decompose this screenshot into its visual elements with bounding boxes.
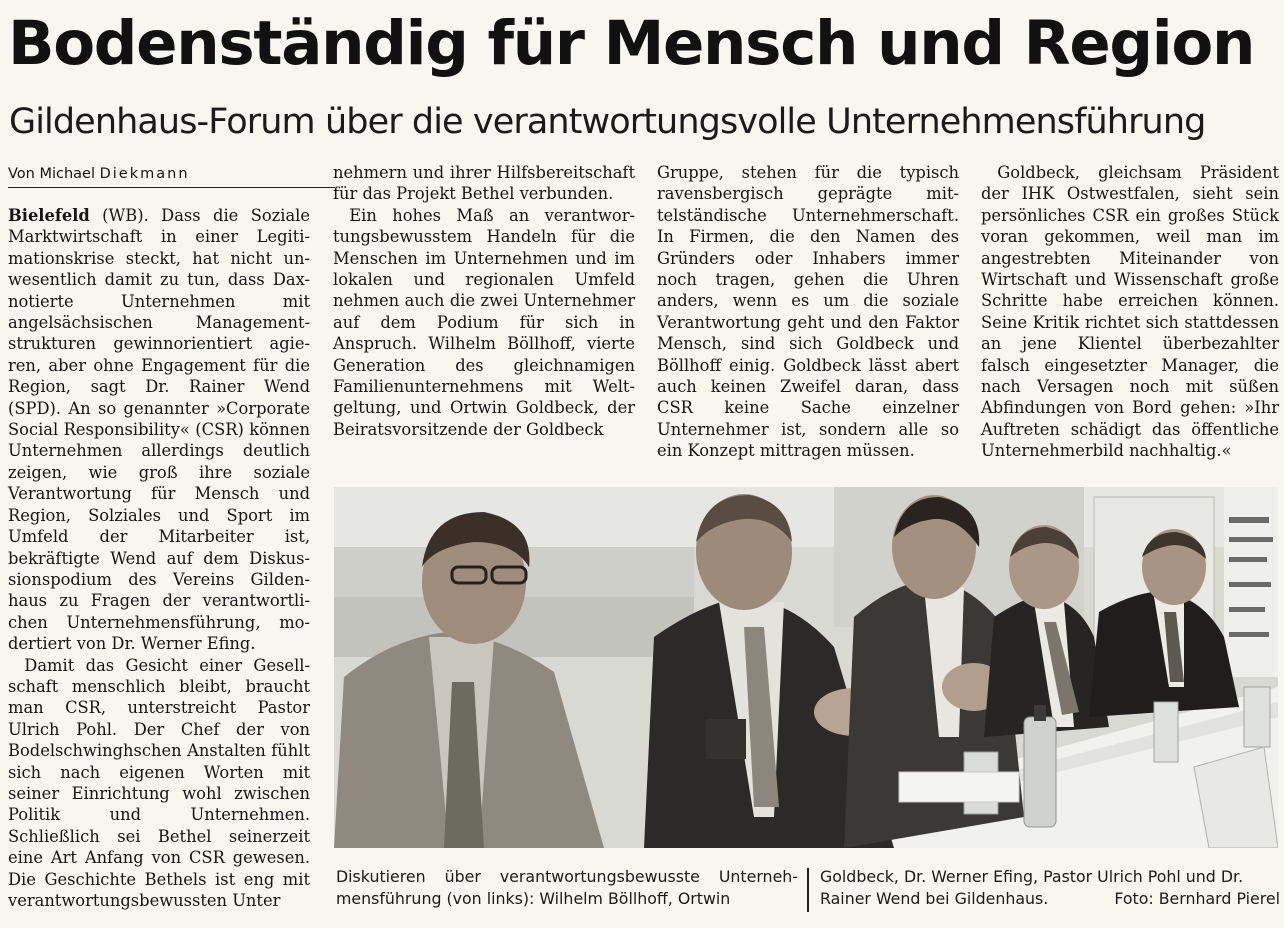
paragraph: Damit das Gesicht einer Gesellschaft menschlich bleibt, braucht man CSR, unterstreicht Pastor Ulrich Pohl. Der Chef der von Bodelschwinghschen Anstalten fühlt sich nach eigenen Worten mit seiner Einrichtung wohl zwischen Politik und Unternehmen. Schließlich sei Bethel seinerzeit eine Art Anfang von CSR gewesen. Die Geschichte Bethels ist eng mit verantwortungsbewussten Unter (8, 655, 310, 910)
byline-surname: Diekmann (99, 166, 190, 182)
photo-caption-right (820, 866, 1280, 910)
caption-text: Goldbeck, Dr. Werner Efing, Pastor Ulrich Pohl und Dr. Rainer Wend bei Gildenhaus. (820, 867, 1244, 908)
byline-prefix: Von Michael (8, 166, 100, 182)
caption-divider (807, 868, 809, 912)
panel-discussion-photo (334, 487, 1278, 848)
article-column-3 (657, 162, 959, 462)
dateline: Bielefeld (8, 206, 90, 225)
photo-caption-left: Diskutieren über verantwortungsbewusste Unternehmensführung (von links): Wilhelm Böllhoff, Ortwin (336, 867, 798, 908)
paragraph: nehmern und ihrer Hilfsbereitschaft für das Projekt Bethel verbunden. (333, 163, 635, 204)
byline (8, 163, 335, 188)
subheadline: Gildenhaus-Forum über die verantwortungsvolle Unternehmensführung (9, 102, 1206, 142)
article-column-4 (981, 162, 1279, 462)
article-column-2 (333, 162, 635, 440)
paragraph-text: (WB). Dass die Soziale Marktwirtschaft in einer Legitimationskrise steckt, hat nicht unwesentlich damit zu tun, dass Dax-notierte Unternehmen mit angelsächsischen Managementstrukturen gewinnorientiert agieren, aber ohne Engagement für die Region, sagt Dr. Rainer Wend (SPD). An so genannter »Corporate Social Responsibility« (CSR) können Unternehmen allerdings deutlich zeigen, wie groß ihre soziale Verantwortung für Mensch und Region, Solziales und Sport im Umfeld der Mitarbeiter ist, bekräftigte Wend auf dem Diskussionspodium des Vereins Gildenhaus zu Fragen der verantwortlichen Unternehmensführung, modertiert von Dr. Werner Efing. (8, 206, 310, 654)
photo-illustration (334, 487, 1278, 848)
paragraph: Ein hohes Maß an verantwortungsbewusstem Handeln für die Menschen im Unternehmen und im lokalen und regionalen Umfeld nehmen auch die zwei Unternehmer auf dem Podium für sich in Anspruch. Wilhelm Böllhoff, vierte Generation des gleichnamigen Familienunternehmens mit Weltgeltung, und Ortwin Goldbeck, der Beiratsvorsitzende der Goldbeck (333, 205, 635, 439)
headline: Bodenständig für Mensch und Region (8, 8, 1255, 79)
paragraph: Gruppe, stehen für die typisch ravensbergisch geprägte mittelständische Unternehmerschaft. In Firmen, die den Namen des Gründers oder Inhabers immer noch tragen, gehen die Uhren anders, wenn es um die soziale Verantwortung geht und den Faktor Mensch, sind sich Goldbeck und Böllhoff einig. Goldbeck lässt abert auch keinen Zweifel daran, dass CSR keine Sache einzelner Unternehmer ist, sondern alle so ein Konzept mittragen müssen. (657, 163, 959, 461)
paragraph (8, 205, 310, 655)
article-column-1 (8, 205, 310, 911)
paragraph: Goldbeck, gleichsam Präsident der IHK Ostwestfalen, sieht sein persönliches CSR ein großes Stück voran gekommen, weil man im angestrebten Miteinander von Wirtschaft und Wissenschaft große Schritte habe erreichen können. Seine Kritik richtet sich stattdessen an jene Klientel überbezahlter falsch eingesetzter Manager, die nach Versagen noch mit süßen Abfindungen von Bord gehen: »Ihr Auftreten schädigt das öffentliche Unternehmerbild nachhaltig.« (981, 163, 1279, 461)
photo-credit: Foto: Bernhard Pierel (1114, 889, 1280, 908)
